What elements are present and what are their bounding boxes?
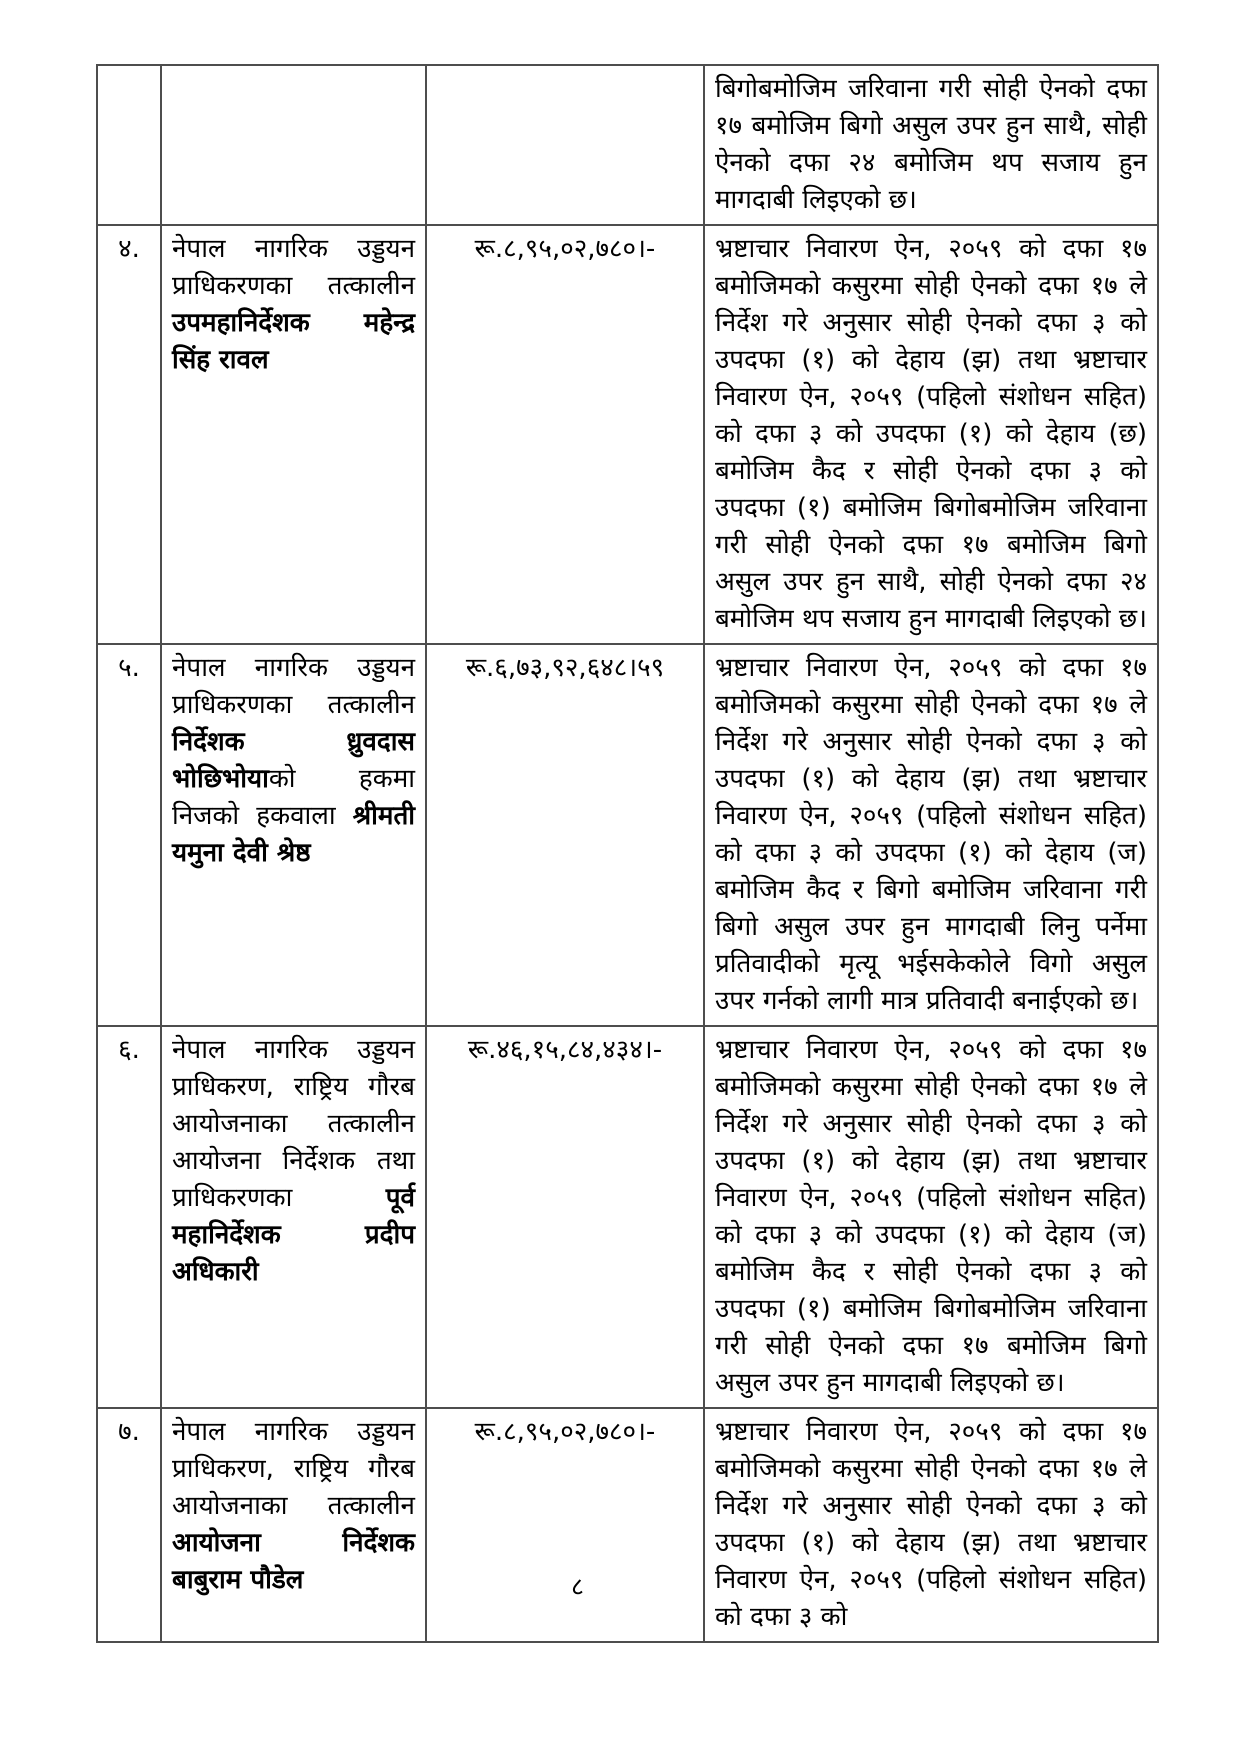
- defendant-text: नेपाल नागरिक उड्डयन प्राधिकरणका तत्कालीन: [172, 653, 415, 720]
- defendant-text: नेपाल नागरिक उड्डयन प्राधिकरणका तत्कालीन: [172, 234, 415, 301]
- amount-cell: रू.८,९५,०२,७८०।-: [426, 1408, 704, 1642]
- amount-cell: [426, 65, 704, 225]
- charge-cell: भ्रष्टाचार निवारण ऐन, २०५९ को दफा १७ बमोजिमको कसुरमा सोही ऐनको दफा १७ ले निर्देश गरे अनुसार सोही ऐनको दफा ३ को उपदफा (१) को देहाय (झ) तथा भ्रष्टाचार निवारण ऐन, २०५९ (पहिलो संशोधन सहित) को दफा ३ को उपदफा (१) को देहाय (ज) बमोजिम कैद र बिगो बमोजिम जरिवाना गरी बिगो असुल उपर हुन मागदाबी लिनु पर्नेमा प्रतिवादीको मृत्यू भईसकेकोले विगो असुल उपर गर्नको लागी मात्र प्रतिवादी बनाईएको छ।: [704, 644, 1158, 1026]
- defendant-text: को हकमा निजको हकवाला: [172, 764, 415, 831]
- charge-cell: बिगोबमोजिम जरिवाना गरी सोही ऐनको दफा १७ बमोजिम बिगो असुल उपर हुन साथै, सोही ऐनको दफा २४ बमोजिम थप सजाय हुन मागदाबी लिइएको छ।: [704, 65, 1158, 225]
- serial-cell: ५.: [97, 644, 161, 1026]
- charge-cell: भ्रष्टाचार निवारण ऐन, २०५९ को दफा १७ बमोजिमको कसुरमा सोही ऐनको दफा १७ ले निर्देश गरे अनुसार सोही ऐनको दफा ३ को उपदफा (१) को देहाय (झ) तथा भ्रष्टाचार निवारण ऐन, २०५९ (पहिलो संशोधन सहित) को दफा ३ को उपदफा (१) को देहाय (छ) बमोजिम कैद र सोही ऐनको दफा ३ को उपदफा (१) बमोजिम बिगोबमोजिम जरिवाना गरी सोही ऐनको दफा १७ बमोजिम बिगो असुल उपर हुन साथै, सोही ऐनको दफा २४ बमोजिम थप सजाय हुन मागदाबी लिइएको छ।: [704, 225, 1158, 644]
- charge-table: [96, 64, 1159, 1643]
- table-row: [97, 644, 1158, 1026]
- amount-cell: रू.४६,१५,८४,४३४।-: [426, 1026, 704, 1408]
- charge-cell: भ्रष्टाचार निवारण ऐन, २०५९ को दफा १७ बमोजिमको कसुरमा सोही ऐनको दफा १७ ले निर्देश गरे अनुसार सोही ऐनको दफा ३ को उपदफा (१) को देहाय (झ) तथा भ्रष्टाचार निवारण ऐन, २०५९ (पहिलो संशोधन सहित) को दफा ३ को उपदफा (१) को देहाय (ज) बमोजिम कैद र सोही ऐनको दफा ३ को उपदफा (१) बमोजिम बिगोबमोजिम जरिवाना गरी सोही ऐनको दफा १७ बमोजिम बिगो असुल उपर हुन मागदाबी लिइएको छ।: [704, 1026, 1158, 1408]
- defendant-cell: [161, 644, 426, 1026]
- defendant-name: पूर्व महानिर्देशक प्रदीप अधिकारी: [172, 1183, 415, 1287]
- page-number: ८: [570, 1572, 584, 1601]
- serial-cell: [97, 65, 161, 225]
- table-row: [97, 1026, 1158, 1408]
- defendant-cell: [161, 225, 426, 644]
- serial-cell: ७.: [97, 1408, 161, 1642]
- table-row: [97, 225, 1158, 644]
- table-row: [97, 65, 1158, 225]
- table-row: [97, 1408, 1158, 1642]
- defendant-cell: [161, 1408, 426, 1642]
- defendant-name: आयोजना निर्देशक बाबुराम पौडेल: [172, 1528, 415, 1595]
- defendant-text: नेपाल नागरिक उड्डयन प्राधिकरण, राष्ट्रिय गौरब आयोजनाका तत्कालीन आयोजना निर्देशक तथा प्राधिकरणका: [172, 1035, 415, 1213]
- serial-cell: ६.: [97, 1026, 161, 1408]
- defendant-name: निर्देशक ध्रुवदास भोछिभोया: [172, 727, 415, 794]
- defendant-cell: [161, 65, 426, 225]
- defendant-cell: [161, 1026, 426, 1408]
- amount-cell: रू.६,७३,९२,६४८।५९: [426, 644, 704, 1026]
- charge-cell: भ्रष्टाचार निवारण ऐन, २०५९ को दफा १७ बमोजिमको कसुरमा सोही ऐनको दफा १७ ले निर्देश गरे अनुसार सोही ऐनको दफा ३ को उपदफा (१) को देहाय (झ) तथा भ्रष्टाचार निवारण ऐन, २०५९ (पहिलो संशोधन सहित) को दफा ३ को: [704, 1408, 1158, 1642]
- amount-cell: रू.८,९५,०२,७८०।-: [426, 225, 704, 644]
- defendant-name: श्रीमती यमुना देवी श्रेष्ठ: [172, 801, 415, 868]
- serial-cell: ४.: [97, 225, 161, 644]
- defendant-text: नेपाल नागरिक उड्डयन प्राधिकरण, राष्ट्रिय गौरब आयोजनाका तत्कालीन: [172, 1417, 415, 1521]
- defendant-name: उपमहानिर्देशक महेन्द्र सिंह रावल: [172, 308, 415, 375]
